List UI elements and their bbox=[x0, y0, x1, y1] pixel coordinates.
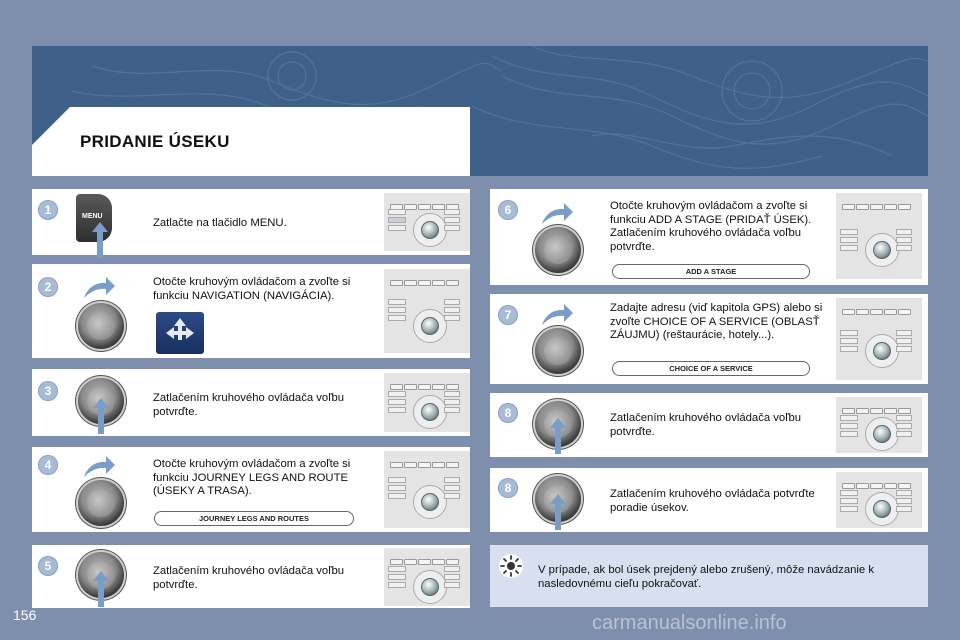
radio-panel-illustration-6 bbox=[836, 193, 922, 279]
step-number-5: 5 bbox=[38, 556, 58, 576]
push-arrow-icon bbox=[550, 418, 566, 454]
option-journey-legs-and-routes: JOURNEY LEGS AND ROUTES bbox=[154, 511, 354, 526]
option-choice-of-a-service: CHOICE OF A SERVICE bbox=[612, 361, 810, 376]
menu-button-label: MENU bbox=[82, 213, 103, 220]
push-arrow-icon bbox=[92, 222, 108, 258]
step-number-8a: 8 bbox=[498, 403, 518, 423]
radio-panel-illustration-5 bbox=[384, 548, 470, 606]
page-number: 156 bbox=[13, 607, 37, 623]
rotate-arrow-icon bbox=[540, 202, 574, 226]
rotary-knob-icon bbox=[78, 303, 124, 349]
push-arrow-icon bbox=[93, 398, 109, 434]
watermark: carmanualsonline.info bbox=[592, 612, 787, 634]
radio-panel-illustration-2 bbox=[384, 269, 470, 353]
page-title: PRIDANIE ÚSEKU bbox=[80, 132, 230, 151]
rotary-knob-icon bbox=[535, 328, 581, 374]
rotary-knob-icon bbox=[78, 480, 124, 526]
step-text-8b: Zatlačením kruhového ovládača potvrďte poradie úsekov. bbox=[610, 488, 815, 514]
radio-panel-illustration-3 bbox=[384, 373, 470, 432]
option-add-a-stage: ADD A STAGE bbox=[612, 264, 810, 279]
step-text-7: Zadajte adresu (viď kapitola GPS) alebo si zvoľte CHOICE OF A SERVICE (OBLASŤ ZÁUJMU) (reštaurácie, hotely...). bbox=[610, 302, 823, 341]
step-number-6: 6 bbox=[498, 200, 518, 220]
step-text-1: Zatlačte na tlačidlo MENU. bbox=[153, 217, 287, 229]
step-text-4: Otočte kruhovým ovládačom a zvoľte si funkciu JOURNEY LEGS AND ROUTE (ÚSEKY A TRASA). bbox=[153, 458, 351, 497]
push-arrow-icon bbox=[93, 571, 109, 607]
step-number-7: 7 bbox=[498, 305, 518, 325]
push-arrow-icon bbox=[550, 494, 566, 530]
rotate-arrow-icon bbox=[82, 455, 116, 479]
step-text-8a: Zatlačením kruhového ovládača voľbu potvrďte. bbox=[610, 412, 802, 438]
info-text: V prípade, ak bol úsek prejdený alebo zrušený, môže navádzanie k nasledovnému cieľu pokračovať. bbox=[538, 564, 874, 590]
step-number-4: 4 bbox=[38, 455, 58, 475]
radio-panel-illustration-4 bbox=[384, 451, 470, 528]
step-text-2: Otočte kruhovým ovládačom a zvoľte si funkciu NAVIGATION (NAVIGÁCIA). bbox=[153, 276, 351, 302]
step-text-3: Zatlačením kruhového ovládača voľbu potvrďte. bbox=[153, 392, 345, 418]
step-number-1: 1 bbox=[38, 200, 58, 220]
sun-tip-icon bbox=[498, 553, 524, 579]
step-text-6: Otočte kruhovým ovládačom a zvoľte si funkciu ADD A STAGE (PRIDAŤ ÚSEK). Zatlačením kruhového ovládača voľbu potvrďte. bbox=[610, 200, 812, 253]
rotate-arrow-icon bbox=[540, 303, 574, 327]
radio-panel-illustration-7 bbox=[836, 298, 922, 380]
step-text-5: Zatlačením kruhového ovládača voľbu potvrďte. bbox=[153, 565, 345, 591]
step-number-3: 3 bbox=[38, 381, 58, 401]
rotate-arrow-icon bbox=[82, 276, 116, 300]
navigation-icon bbox=[156, 312, 204, 354]
radio-panel-illustration-8b bbox=[836, 472, 922, 528]
step-number-8b: 8 bbox=[498, 478, 518, 498]
radio-panel-illustration-8a bbox=[836, 397, 922, 453]
radio-panel-illustration-1 bbox=[384, 193, 470, 251]
rotary-knob-icon bbox=[535, 227, 581, 273]
step-number-2: 2 bbox=[38, 277, 58, 297]
info-note bbox=[490, 545, 928, 607]
